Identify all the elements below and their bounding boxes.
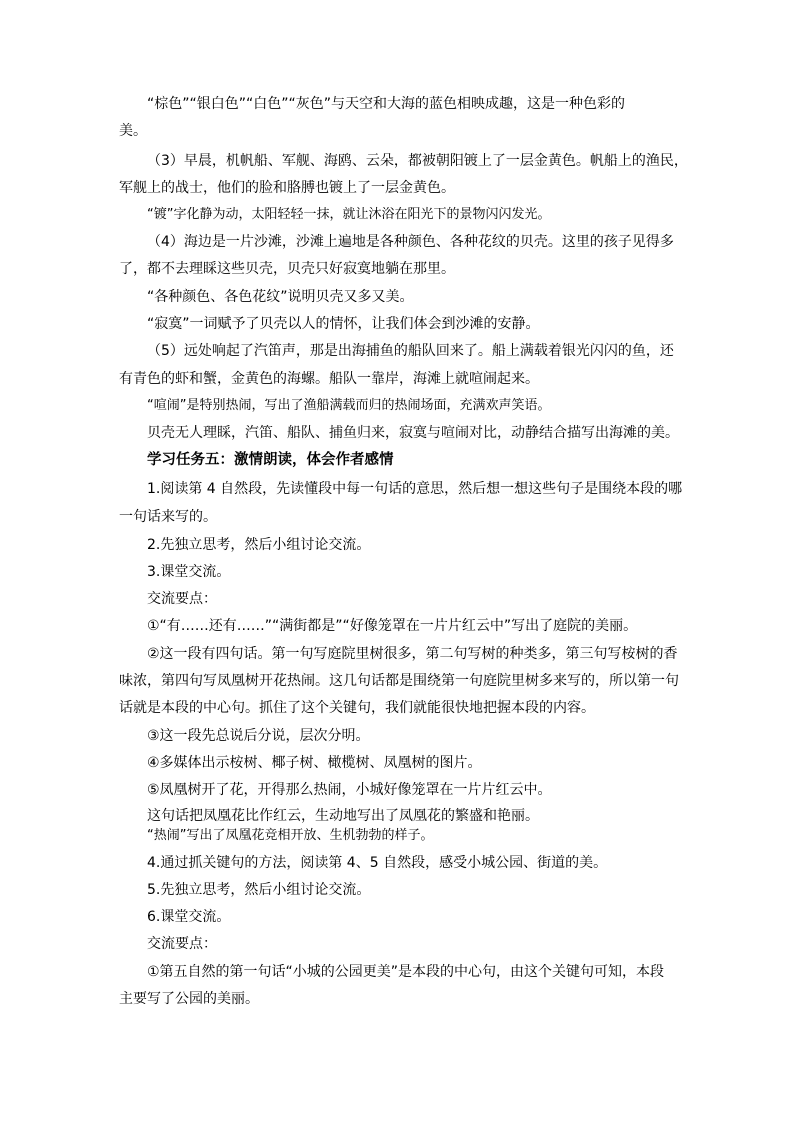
paragraph-line: 4.通过抓关键句的方法，阅读第 4、5 自然段，感受小城公园、街道的美。 [147,855,608,871]
paragraph-line: 有青色的虾和蟹，金黄色的海螺。船队一靠岸，海滩上就喧闹起来。 [119,371,539,387]
paragraph-line: 了，都不去理睬这些贝壳，贝壳只好寂寞地躺在那里。 [119,261,455,277]
paragraph-line: 3.课堂交流。 [147,564,231,580]
paragraph-line: 交流要点： [147,936,217,952]
paragraph-line: 贝壳无人理睬，汽笛、船队、捕鱼归来，寂寞与喧闹对比，动静结合描写出海滩的美。 [147,425,679,441]
paragraph-line: 美。 [119,123,147,139]
paragraph-line: “热闹”写出了凤凰花竞相开放、生机勃勃的样子。 [147,828,434,843]
paragraph-line: 这句话把凤凰花比作红云，生动地写出了凤凰花的繁盛和艳丽。 [147,808,539,824]
paragraph-line: 6.课堂交流。 [147,909,231,925]
paragraph-line: 交流要点： [147,591,217,607]
paragraph-line: “棕色”“银白色”“白色”“灰色”与天空和大海的蓝色相映成趣，这是一种色彩的 [147,96,626,112]
paragraph-line: ①第五自然的第一句话“小城的公园更美”是本段的中心句，由这个关键句可知，本段 [147,964,665,980]
section-heading: 学习任务五：激情朗读，体会作者感情 [147,452,394,468]
paragraph-line: （3）早晨，机帆船、军舰、海鸥、云朵，都被朝阳镀上了一层金黄色。帆船上的渔民， [147,153,688,169]
paragraph-line: “各种颜色、各色花纹”说明贝壳又多又美。 [147,289,414,305]
paragraph-line: 5.先独立思考，然后小组讨论交流。 [147,882,371,898]
paragraph-line: 主要写了公园的美丽。 [119,991,259,1007]
paragraph-line: 1.阅读第 4 自然段，先读懂段中每一句话的意思，然后想一想这些句子是围绕本段的哪 [147,481,683,497]
paragraph-line: ⑤凤凰树开了花，开得那么热闹，小城好像笼罩在一片片红云中。 [147,782,552,798]
paragraph-line: ②这一段有四句话。第一句写庭院里树很多，第二句写树的种类多，第三句写桉树的香 [147,646,678,662]
paragraph-line: 话就是本段的中心句。抓住了这个关键句，我们就能很快地把握本段的内容。 [119,700,595,716]
paragraph-line: ①“有……还有……”“满街都是”“好像笼罩在一片片红云中”写出了庭院的美丽。 [147,618,638,634]
paragraph-line: 一句话来写的。 [119,509,217,525]
paragraph-line: “喧闹”是特别热闹，写出了渔船满载而归的热闹场面，充满欢声笑语。 [147,398,551,413]
paragraph-line: 2.先独立思考，然后小组讨论交流。 [147,537,371,553]
paragraph-line: “寂寞”一词赋予了贝壳以人的情怀，让我们体会到沙滩的安静。 [147,316,540,332]
paragraph-line: 味浓，第四句写凤凰树开花热闹。这几句话都是围绕第一句庭院里树多来写的，所以第一句 [119,673,679,689]
paragraph-line: ③这一段先总说后分说，层次分明。 [147,728,370,744]
paragraph-line: 军舰上的战士，他们的脸和胳膊也镀上了一层金黄色。 [119,180,455,196]
paragraph-line: ④多媒体出示桉树、椰子树、橄榄树、凤凰树的图片。 [147,755,482,771]
paragraph-line: （4）海边是一片沙滩，沙滩上遍地是各种颜色、各种花纹的贝壳。这里的孩子见得多 [147,234,674,250]
paragraph-line: “镀”字化静为动，太阳轻轻一抹，就让沐浴在阳光下的景物闪闪发光。 [147,207,551,222]
paragraph-line: （5）远处响起了汽笛声，那是出海捕鱼的船队回来了。船上满载着银光闪闪的鱼，还 [147,343,674,359]
